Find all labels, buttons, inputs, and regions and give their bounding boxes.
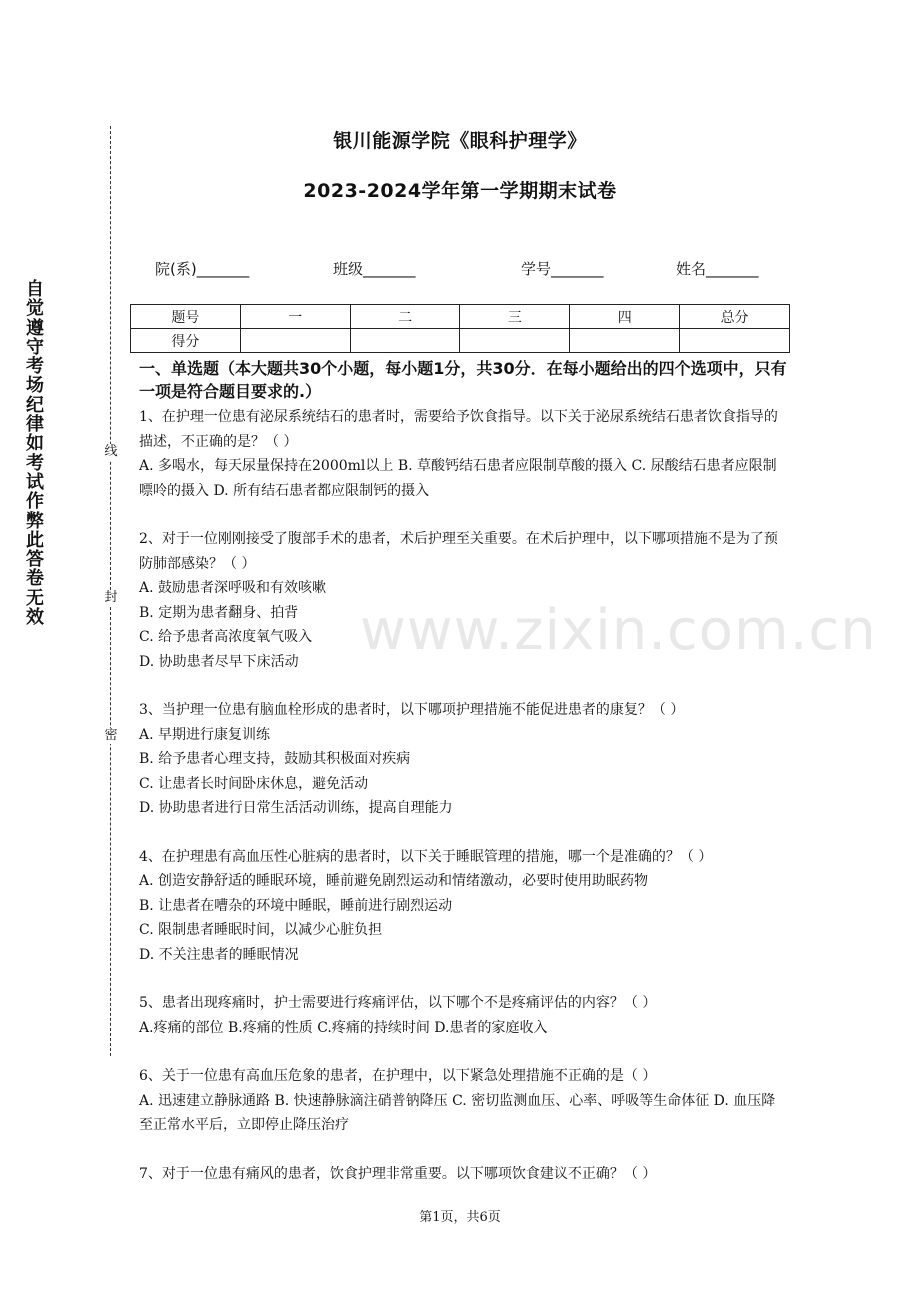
question-option: D. 协助患者尽早下床活动 bbox=[139, 653, 299, 670]
question-option: A.疼痛的部位 B.疼痛的性质 C.疼痛的持续时间 D.患者的家庭收入 bbox=[139, 1019, 548, 1036]
class-field[interactable]: 班级_______ bbox=[333, 260, 416, 278]
exam-title-line2: 2023-2024学年第一学期期末试卷 bbox=[303, 180, 617, 202]
question-item bbox=[139, 1064, 789, 1138]
score-table-cell: 题号 bbox=[131, 305, 241, 329]
question-item bbox=[139, 1162, 789, 1187]
notice-char: 考 bbox=[26, 356, 44, 378]
score-table bbox=[130, 304, 790, 353]
question-item bbox=[139, 698, 789, 821]
exam-content bbox=[139, 355, 789, 1210]
question-option: D. 不关注患者的睡眠情况 bbox=[139, 946, 299, 963]
section-heading: 一、单选题（本大题共30个小题，每小题1分，共30分．在每小题给出的四个选项中，只有一项是符合题目要求的.） bbox=[139, 359, 787, 401]
notice-char: 试 bbox=[26, 471, 44, 493]
notice-char: 场 bbox=[26, 375, 44, 397]
notice-char: 答 bbox=[26, 549, 44, 571]
score-table-cell: 四 bbox=[570, 305, 680, 329]
question-option: B. 让患者在嘈杂的环境中睡眠，睡前进行剧烈运动 bbox=[139, 897, 453, 914]
score-input-cell[interactable] bbox=[680, 329, 790, 353]
notice-char: 考 bbox=[26, 452, 44, 474]
question-option: A. 迅速建立静脉通路 B. 快速静脉滴注硝普钠降压 C. 密切监测血压、心率、呼吸等生命体征 D. 血压降至正常水平后，立即停止降压治疗 bbox=[139, 1092, 776, 1133]
seal-mark-feng: 封 bbox=[104, 590, 118, 605]
score-input-cell[interactable] bbox=[350, 329, 460, 353]
notice-char: 觉 bbox=[26, 298, 44, 320]
question-stem: 7、对于一位患有痛风的患者，饮食护理非常重要。以下哪项饮食建议不正确？（ ） bbox=[139, 1165, 657, 1182]
seal-mark-mi: 密 bbox=[104, 728, 118, 743]
question-stem: 6、关于一位患有高血压危象的患者，在护理中，以下紧急处理措施不正确的是（ ） bbox=[139, 1068, 657, 1084]
name-field[interactable]: 姓名_______ bbox=[676, 260, 759, 278]
question-stem: 5、患者出现疼痛时，护士需要进行疼痛评估，以下哪个不是疼痛评估的内容？（ ） bbox=[139, 995, 657, 1011]
page-footer: 第1页，共6页 bbox=[419, 1210, 501, 1225]
notice-char: 律 bbox=[26, 414, 44, 436]
score-input-cell[interactable] bbox=[570, 329, 680, 353]
score-input-cell[interactable] bbox=[460, 329, 570, 353]
department-field[interactable]: 院(系)_______ bbox=[155, 260, 250, 278]
question-stem: 1、在护理一位患有泌尿系统结石的患者时，需要给予饮食指导。以下关于泌尿系统结石患者饮食指导的描述，不正确的是？（ ） bbox=[139, 409, 778, 450]
question-list bbox=[139, 405, 789, 1186]
question-option: B. 定期为患者翻身、拍背 bbox=[139, 604, 299, 621]
watermark: www.zixin.com.cn bbox=[360, 598, 877, 663]
question-item bbox=[139, 845, 789, 968]
question-option: A. 鼓励患者深呼吸和有效咳嗽 bbox=[139, 580, 327, 596]
question-option: D. 协助患者进行日常生活活动训练，提高自理能力 bbox=[139, 800, 453, 816]
notice-char: 自 bbox=[26, 279, 44, 300]
exam-discipline-notice bbox=[24, 280, 46, 627]
score-table-cell: 二 bbox=[350, 305, 460, 329]
question-stem: 3、当护理一位患有脑血栓形成的患者时，以下哪项护理措施不能促进患者的康复？（ ） bbox=[139, 702, 685, 718]
score-table-header-row bbox=[131, 305, 790, 329]
question-option: B. 给予患者心理支持，鼓励其积极面对疾病 bbox=[139, 751, 411, 767]
exam-title-line1: 银川能源学院《眼科护理学》 bbox=[333, 130, 587, 152]
notice-char: 如 bbox=[26, 433, 44, 455]
notice-char: 效 bbox=[26, 607, 44, 629]
student-info-fields bbox=[155, 258, 795, 282]
student-id-field[interactable]: 学号_______ bbox=[521, 260, 604, 278]
question-stem: 2、对于一位刚刚接受了腹部手术的患者，术后护理至关重要。在术后护理中，以下哪项措施不是为了预防肺部感染？（ ） bbox=[139, 531, 778, 572]
question-option: A. 多喝水，每天尿量保持在2000ml以上 B. 草酸钙结石患者应限制草酸的摄入 C. 尿酸结石患者应限制嘌呤的摄入 D. 所有结石患者都应限制钙的摄入 bbox=[139, 458, 777, 499]
score-table-cell: 总分 bbox=[680, 305, 790, 329]
notice-char: 守 bbox=[26, 336, 44, 358]
question-option: A. 创造安静舒适的睡眠环境，睡前避免剧烈运动和情绪激动，必要时使用助眠药物 bbox=[139, 873, 649, 889]
question-item bbox=[139, 991, 789, 1040]
notice-char: 无 bbox=[26, 587, 44, 609]
question-option: C. 让患者长时间卧床休息，避免活动 bbox=[139, 775, 369, 792]
score-input-cell[interactable] bbox=[240, 329, 350, 353]
notice-char: 弊 bbox=[26, 510, 44, 532]
score-table-score-row bbox=[131, 329, 790, 353]
question-item bbox=[139, 405, 789, 503]
notice-char: 纪 bbox=[26, 394, 44, 416]
score-table-cell: 三 bbox=[460, 305, 570, 329]
notice-char: 此 bbox=[26, 529, 44, 551]
question-option: A. 早期进行康复训练 bbox=[139, 726, 271, 743]
question-item bbox=[139, 527, 789, 674]
notice-char: 作 bbox=[26, 491, 44, 513]
seal-mark-xian: 线 bbox=[104, 444, 118, 459]
question-stem: 4、在护理患有高血压性心脏病的患者时，以下关于睡眠管理的措施，哪一个是准确的？（ ） bbox=[139, 848, 713, 865]
score-table-cell: 一 bbox=[240, 305, 350, 329]
question-option: C. 限制患者睡眠时间，以减少心脏负担 bbox=[139, 922, 383, 938]
notice-char: 卷 bbox=[26, 568, 44, 590]
question-option: C. 给予患者高浓度氧气吸入 bbox=[139, 629, 313, 645]
score-row-label: 得分 bbox=[131, 329, 241, 353]
notice-char: 遵 bbox=[26, 317, 44, 339]
